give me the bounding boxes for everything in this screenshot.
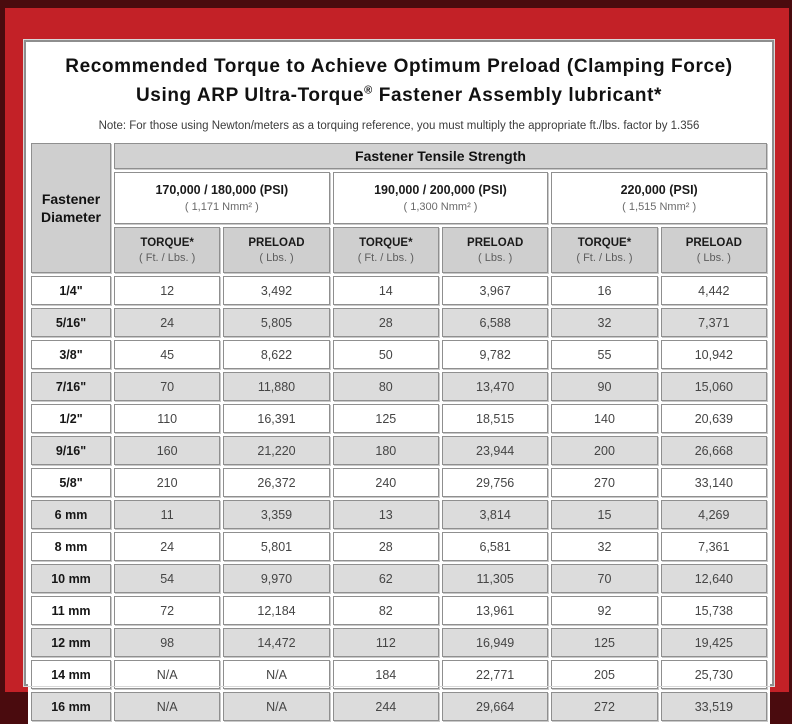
value-cell: 9,970 <box>223 564 329 593</box>
value-cell: 6,588 <box>442 308 548 337</box>
value-cell: 272 <box>551 692 657 721</box>
psi-group-header-1: 170,000 / 180,000 (PSI) ( 1,171 Nmm² ) <box>114 172 330 224</box>
table-row <box>31 372 767 401</box>
preload-column-header-3: PRELOAD ( Lbs. ) <box>661 227 767 273</box>
value-cell: 3,492 <box>223 276 329 305</box>
torque-column-header-2: TORQUE* ( Ft. / Lbs. ) <box>333 227 439 273</box>
value-cell: 25,730 <box>661 660 767 689</box>
table-row <box>31 692 767 721</box>
value-cell: 7,371 <box>661 308 767 337</box>
value-cell: 125 <box>333 404 439 433</box>
value-cell: 22,771 <box>442 660 548 689</box>
tensile-strength-header: Fastener Tensile Strength <box>114 143 767 169</box>
value-cell: 6,581 <box>442 532 548 561</box>
value-cell: N/A <box>223 660 329 689</box>
value-cell: 28 <box>333 308 439 337</box>
diameter-cell: 7/16" <box>31 372 111 401</box>
value-cell: 23,944 <box>442 436 548 465</box>
torque-column-header-3: TORQUE* ( Ft. / Lbs. ) <box>551 227 657 273</box>
diameter-cell: 1/4" <box>31 276 111 305</box>
value-cell: 3,967 <box>442 276 548 305</box>
value-cell: 12,640 <box>661 564 767 593</box>
diameter-cell: 8 mm <box>31 532 111 561</box>
value-cell: N/A <box>114 660 220 689</box>
value-cell: 205 <box>551 660 657 689</box>
torque-column-header-1: TORQUE* ( Ft. / Lbs. ) <box>114 227 220 273</box>
value-cell: 13,470 <box>442 372 548 401</box>
psi-group-header-2: 190,000 / 200,000 (PSI) ( 1,300 Nmm² ) <box>333 172 549 224</box>
value-cell: 24 <box>114 308 220 337</box>
preload-column-header-1: PRELOAD ( Lbs. ) <box>223 227 329 273</box>
value-cell: 72 <box>114 596 220 625</box>
value-cell: 29,756 <box>442 468 548 497</box>
torque-table <box>28 140 770 724</box>
value-cell: 160 <box>114 436 220 465</box>
value-cell: N/A <box>223 692 329 721</box>
value-cell: 33,140 <box>661 468 767 497</box>
value-cell: 54 <box>114 564 220 593</box>
content-panel <box>24 40 774 714</box>
value-cell: 12 <box>114 276 220 305</box>
value-cell: 7,361 <box>661 532 767 561</box>
diameter-cell: 5/8" <box>31 468 111 497</box>
diameter-cell: 14 mm <box>31 660 111 689</box>
value-cell: 5,801 <box>223 532 329 561</box>
note-text: Note: For those using Newton/meters as a torquing reference, you must multiply the appropriate ft./lbs. factor by 1.356 <box>98 120 700 132</box>
value-cell: 200 <box>551 436 657 465</box>
value-cell: 82 <box>333 596 439 625</box>
value-cell: 3,814 <box>442 500 548 529</box>
diameter-cell: 3/8" <box>31 340 111 369</box>
value-cell: 70 <box>114 372 220 401</box>
value-cell: 16,949 <box>442 628 548 657</box>
value-cell: 14,472 <box>223 628 329 657</box>
table-row <box>31 468 767 497</box>
registered-trademark-symbol: ® <box>364 84 373 97</box>
diameter-cell: 5/16" <box>31 308 111 337</box>
title-line-1: Recommended Torque to Achieve Optimum Preload (Clamping Force) <box>65 56 733 77</box>
value-cell: 11,305 <box>442 564 548 593</box>
value-cell: 184 <box>333 660 439 689</box>
value-cell: 112 <box>333 628 439 657</box>
diameter-cell: 12 mm <box>31 628 111 657</box>
diameter-cell: 9/16" <box>31 436 111 465</box>
value-cell: 11,880 <box>223 372 329 401</box>
value-cell: 14 <box>333 276 439 305</box>
value-cell: 125 <box>551 628 657 657</box>
value-cell: 110 <box>114 404 220 433</box>
psi-group-header-3: 220,000 (PSI) ( 1,515 Nmm² ) <box>551 172 767 224</box>
value-cell: 55 <box>551 340 657 369</box>
value-cell: 140 <box>551 404 657 433</box>
value-cell: 270 <box>551 468 657 497</box>
table-row <box>31 276 767 305</box>
value-cell: 16,391 <box>223 404 329 433</box>
table-row <box>31 340 767 369</box>
value-cell: 210 <box>114 468 220 497</box>
value-cell: 33,519 <box>661 692 767 721</box>
value-cell: 240 <box>333 468 439 497</box>
diameter-cell: 11 mm <box>31 596 111 625</box>
value-cell: 18,515 <box>442 404 548 433</box>
table-row <box>31 308 767 337</box>
value-cell: 29,664 <box>442 692 548 721</box>
diameter-cell: 6 mm <box>31 500 111 529</box>
value-cell: 13 <box>333 500 439 529</box>
value-cell: 5,805 <box>223 308 329 337</box>
value-cell: 98 <box>114 628 220 657</box>
value-cell: 8,622 <box>223 340 329 369</box>
table-row <box>31 596 767 625</box>
table-row <box>31 628 767 657</box>
value-cell: 19,425 <box>661 628 767 657</box>
value-cell: 4,442 <box>661 276 767 305</box>
value-cell: 244 <box>333 692 439 721</box>
value-cell: 12,184 <box>223 596 329 625</box>
value-cell: 3,359 <box>223 500 329 529</box>
value-cell: 16 <box>551 276 657 305</box>
diameter-cell: 1/2" <box>31 404 111 433</box>
value-cell: 9,782 <box>442 340 548 369</box>
preload-column-header-2: PRELOAD ( Lbs. ) <box>442 227 548 273</box>
value-cell: 180 <box>333 436 439 465</box>
table-row <box>31 532 767 561</box>
diameter-cell: 10 mm <box>31 564 111 593</box>
table-row <box>31 564 767 593</box>
value-cell: 50 <box>333 340 439 369</box>
value-cell: 32 <box>551 532 657 561</box>
value-cell: 15 <box>551 500 657 529</box>
value-cell: 80 <box>333 372 439 401</box>
value-cell: 92 <box>551 596 657 625</box>
value-cell: 13,961 <box>442 596 548 625</box>
value-cell: 24 <box>114 532 220 561</box>
value-cell: 26,372 <box>223 468 329 497</box>
diameter-cell: 16 mm <box>31 692 111 721</box>
value-cell: 45 <box>114 340 220 369</box>
value-cell: 21,220 <box>223 436 329 465</box>
page-title <box>26 53 772 110</box>
value-cell: 62 <box>333 564 439 593</box>
value-cell: N/A <box>114 692 220 721</box>
value-cell: 70 <box>551 564 657 593</box>
value-cell: 20,639 <box>661 404 767 433</box>
value-cell: 10,942 <box>661 340 767 369</box>
value-cell: 28 <box>333 532 439 561</box>
title-line-2: Using ARP Ultra-Torque® Fastener Assembly lubricant* <box>135 84 663 106</box>
value-cell: 15,060 <box>661 372 767 401</box>
table-row <box>31 436 767 465</box>
corner-header-fastener-diameter: Fastener Diameter <box>31 143 111 273</box>
value-cell: 15,738 <box>661 596 767 625</box>
value-cell: 26,668 <box>661 436 767 465</box>
value-cell: 32 <box>551 308 657 337</box>
table-row <box>31 404 767 433</box>
table-row <box>31 660 767 689</box>
value-cell: 11 <box>114 500 220 529</box>
table-row <box>31 500 767 529</box>
value-cell: 90 <box>551 372 657 401</box>
value-cell: 4,269 <box>661 500 767 529</box>
